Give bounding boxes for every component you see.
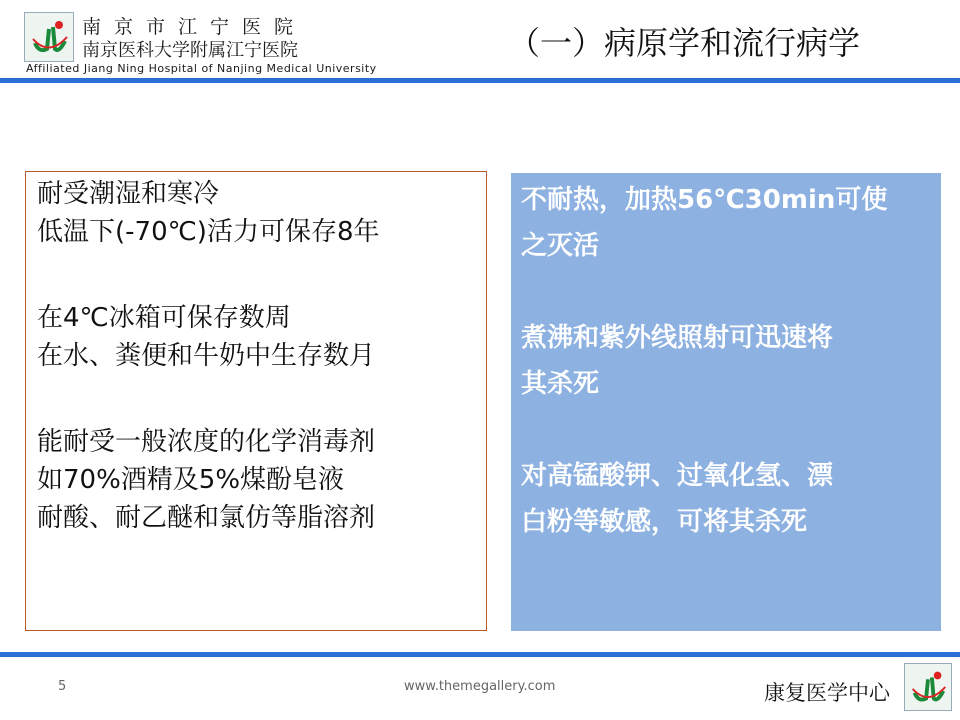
footer-logo-graphic bbox=[905, 664, 951, 710]
right-line: 对高锰酸钾、过氧化氢、漂 bbox=[521, 461, 834, 491]
right-line: 煮沸和紫外线照射可迅速将 bbox=[521, 323, 834, 353]
top-divider bbox=[0, 78, 960, 83]
right-line: 不耐热，加热56℃30min可使 bbox=[521, 185, 888, 215]
left-line-gap bbox=[37, 251, 486, 299]
right-line-gap bbox=[521, 269, 941, 315]
left-text-panel bbox=[25, 171, 487, 631]
left-line: 耐受潮湿和寒冷 bbox=[37, 179, 220, 209]
hospital-name-line2: 南京医科大学附属江宁医院 bbox=[82, 40, 298, 61]
page-number: 5 bbox=[58, 679, 67, 694]
slide-title: （一）病原学和流行病学 bbox=[508, 24, 861, 62]
hospital-logo-graphic bbox=[25, 13, 73, 61]
right-line-gap bbox=[521, 407, 941, 453]
hospital-name-english: Affiliated Jiang Ning Hospital of Nanjing Medical University bbox=[26, 62, 377, 75]
left-line: 耐酸、耐乙醚和氯仿等脂溶剂 bbox=[37, 503, 376, 533]
left-line: 在4℃冰箱可保存数周 bbox=[37, 303, 291, 333]
left-line: 在水、粪便和牛奶中生存数月 bbox=[37, 341, 376, 371]
left-line: 如70%酒精及5%煤酚皂液 bbox=[37, 465, 345, 495]
right-line: 其杀死 bbox=[521, 369, 600, 399]
right-line: 之灭活 bbox=[521, 231, 600, 261]
left-line-gap bbox=[37, 375, 486, 423]
hospital-name-line1: 南京市江宁医院 bbox=[82, 16, 307, 38]
hospital-logo-icon bbox=[904, 663, 952, 711]
footer-center-name: 康复医学中心 bbox=[764, 681, 890, 705]
footer-url: www.themegallery.com bbox=[404, 679, 556, 694]
left-line: 低温下(-70℃)活力可保存8年 bbox=[37, 217, 380, 247]
right-line: 白粉等敏感，可将其杀死 bbox=[521, 507, 808, 537]
left-line: 能耐受一般浓度的化学消毒剂 bbox=[37, 427, 376, 457]
bottom-divider bbox=[0, 652, 960, 657]
right-text-panel bbox=[511, 173, 941, 631]
hospital-logo-icon bbox=[24, 12, 74, 62]
